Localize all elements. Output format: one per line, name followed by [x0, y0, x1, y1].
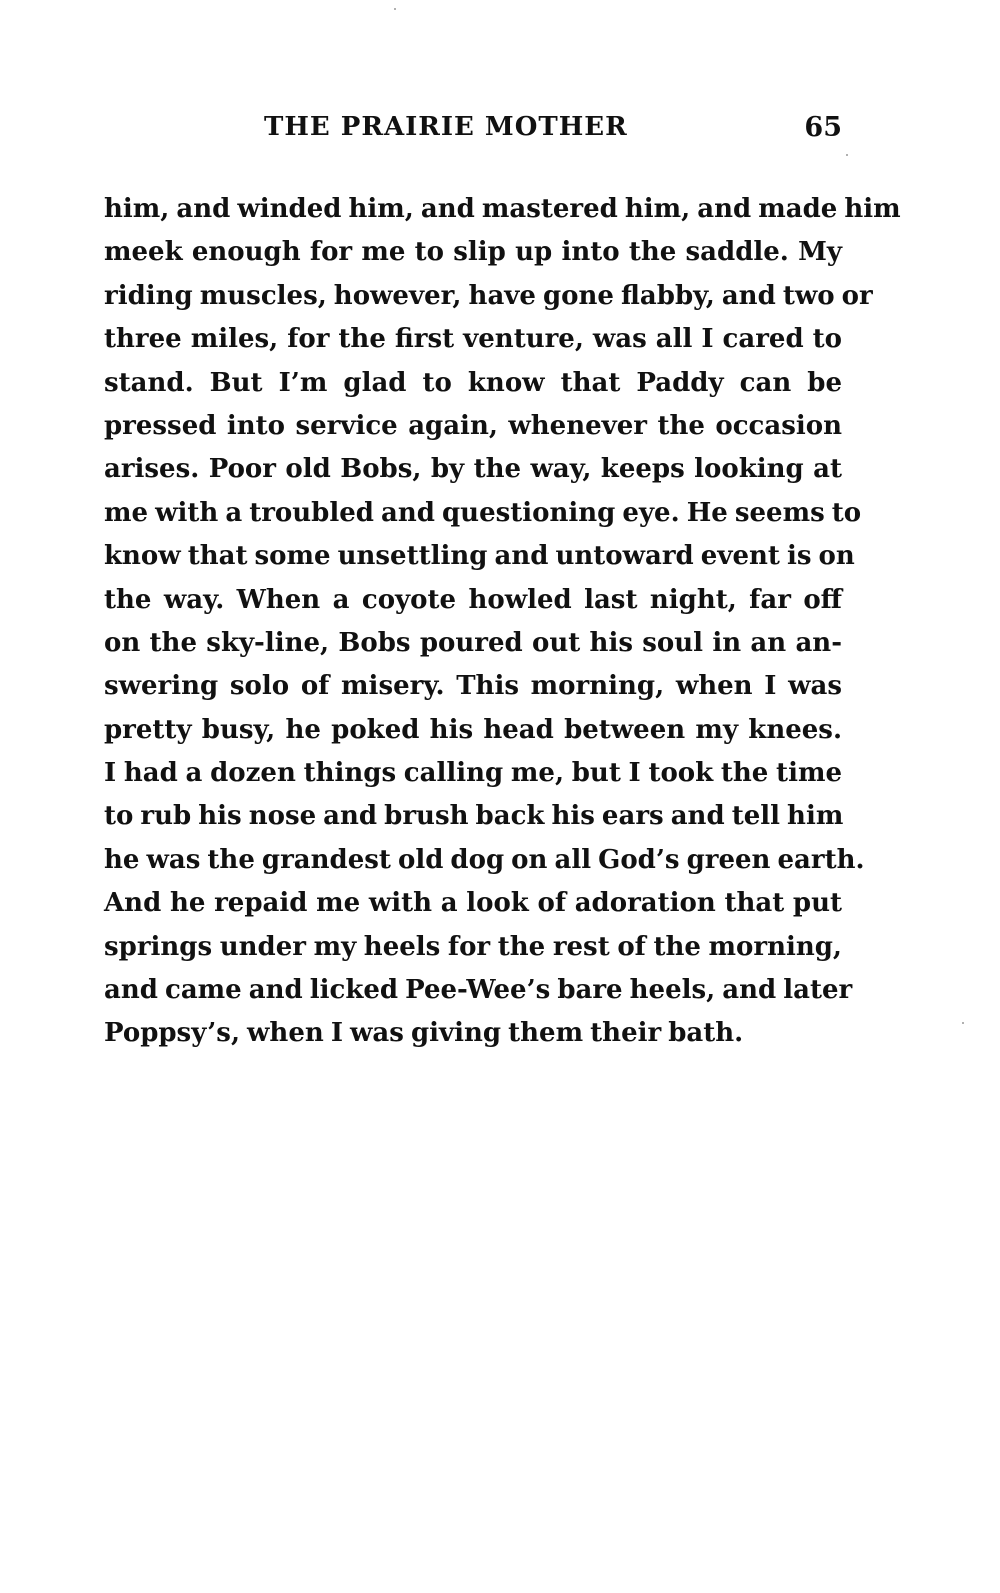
page-number: 65 — [804, 112, 842, 143]
text-line: arises. Poor old Bobs, by the way, keeps looking at — [104, 454, 842, 485]
text-line: Poppsy’s, when I was giving them their bath. — [104, 1018, 744, 1049]
text-line: know that some unsettling and untoward event is on — [104, 541, 855, 572]
running-title: THE PRAIRIE MOTHER — [264, 112, 628, 142]
text-line: stand. But I’m glad to know that Paddy can be — [104, 367, 842, 398]
running-head — [104, 112, 842, 152]
scan-speck — [962, 1022, 964, 1024]
text-line: And he repaid me with a look of adoration that put — [104, 888, 842, 919]
text-line: I had a dozen things calling me, but I took the time — [104, 758, 842, 789]
text-line: swering solo of misery. This morning, when I was — [104, 671, 842, 702]
text-line: him, and winded him, and mastered him, and made him — [104, 194, 901, 224]
scan-speck — [394, 8, 396, 10]
text-line: he was the grandest old dog on all God’s green earth. — [104, 844, 865, 875]
text-line: to rub his nose and brush back his ears and tell him — [104, 801, 844, 832]
text-line: me with a troubled and questioning eye. He seems to — [104, 497, 862, 528]
text-line: springs under my heels for the rest of the morning, — [104, 931, 842, 962]
body-text — [104, 188, 901, 1056]
text-line: pretty busy, he poked his head between my knees. — [104, 714, 842, 745]
text-line: on the sky-line, Bobs poured out his soul in an an- — [104, 627, 842, 658]
text-line: meek enough for me to slip up into the saddle. My — [104, 237, 842, 268]
text-line: and came and licked Pee-Wee’s bare heels, and later — [104, 975, 853, 1006]
text-line: pressed into service again, whenever the occasion — [104, 410, 842, 441]
scan-speck — [846, 154, 848, 156]
text-line: three miles, for the first venture, was all I cared to — [104, 324, 842, 355]
text-line: the way. When a coyote howled last night, far off — [104, 584, 842, 615]
text-line: riding muscles, however, have gone flabby, and two or — [104, 280, 873, 311]
